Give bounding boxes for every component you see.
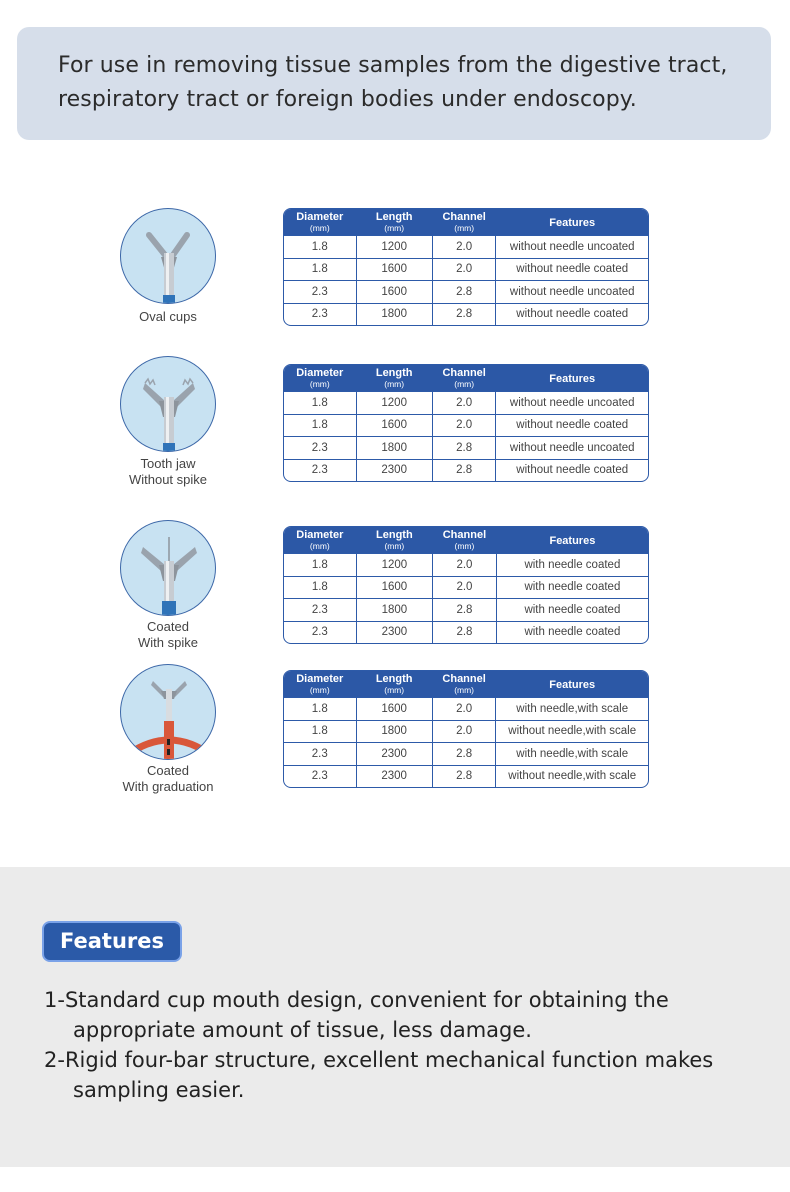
header-channel: Channel (mm): [432, 209, 496, 235]
header-features: Features: [495, 209, 648, 235]
spec-table: [283, 526, 649, 644]
intro-text: For use in removing tissue samples from the digestive tract, respiratory tract or foreign bodies under endoscopy.: [58, 53, 728, 112]
cell-features: with needle,with scale: [495, 697, 648, 720]
cell-channel: 2.0: [432, 391, 496, 414]
header-diameter: Diameter (mm): [284, 527, 356, 553]
tooth-jaw-forceps-image: [120, 356, 216, 452]
header-length: Length (mm): [356, 527, 432, 553]
cell-length: 2300: [356, 765, 432, 788]
cell-features: with needle coated: [496, 598, 648, 621]
product-label-line2: Without spike: [128, 472, 208, 487]
feature-item: 1-Standard cup mouth design, convenient for obtaining the appropriate amount of tissue, less damage.: [44, 988, 669, 1042]
table-row: [284, 553, 648, 576]
features-list: [44, 985, 764, 1105]
cell-diameter: 2.3: [284, 742, 356, 765]
cell-length: 1600: [356, 414, 432, 437]
cell-length: 2300: [356, 621, 432, 644]
spec-table: [283, 364, 649, 482]
cell-channel: 2.0: [432, 576, 496, 599]
header-channel: Channel (mm): [432, 527, 496, 553]
cell-diameter: 1.8: [284, 553, 356, 576]
header-features: Features: [495, 365, 648, 391]
product-label: [98, 763, 238, 795]
cell-features: with needle,with scale: [495, 742, 648, 765]
product-label-line2: With graduation: [122, 779, 214, 794]
product-label-line1: Oval cups: [139, 309, 197, 324]
cell-features: without needle,with scale: [495, 765, 648, 788]
cell-diameter: 2.3: [284, 765, 356, 788]
cell-features: without needle coated: [495, 303, 648, 326]
cell-channel: 2.8: [432, 598, 496, 621]
cell-length: 1600: [356, 697, 432, 720]
cell-features: without needle uncoated: [495, 280, 648, 303]
cell-length: 2300: [356, 742, 432, 765]
cell-channel: 2.0: [432, 258, 496, 281]
cell-diameter: 2.3: [284, 303, 356, 326]
table-row: [284, 720, 648, 743]
cell-length: 1800: [356, 598, 432, 621]
cell-features: without needle uncoated: [495, 391, 648, 414]
cell-features: with needle coated: [496, 553, 648, 576]
cell-features: with needle coated: [496, 621, 648, 644]
cell-length: 1600: [356, 258, 432, 281]
table-header-row: [284, 365, 648, 391]
cell-channel: 2.8: [432, 765, 496, 788]
cell-channel: 2.8: [432, 280, 496, 303]
cell-features: without needle coated: [495, 258, 648, 281]
features-section: [0, 867, 790, 1167]
cell-diameter: 2.3: [284, 598, 356, 621]
cell-channel: 2.8: [432, 742, 496, 765]
header-length: Length (mm): [356, 209, 432, 235]
cell-length: 1800: [356, 303, 432, 326]
header-length: Length (mm): [356, 365, 432, 391]
table-row: [284, 235, 648, 258]
cell-features: without needle uncoated: [495, 235, 648, 258]
header-diameter: Diameter (mm): [284, 209, 356, 235]
cell-channel: 2.8: [432, 436, 496, 459]
cell-length: 1800: [356, 436, 432, 459]
features-heading-badge: Features: [42, 921, 182, 962]
product-label-line1: Tooth jaw: [140, 456, 196, 471]
product-label-line1: Coated: [147, 619, 189, 634]
spec-table: [283, 670, 649, 788]
table-row: [284, 576, 648, 599]
header-channel: Channel (mm): [432, 365, 496, 391]
header-length: Length (mm): [356, 671, 432, 697]
cell-length: 1800: [356, 720, 432, 743]
table-header-row: [284, 671, 648, 697]
spiked-forceps-image: [120, 520, 216, 616]
cell-length: 1600: [356, 280, 432, 303]
table-header-row: [284, 527, 648, 553]
intro-banner: [17, 27, 771, 140]
header-features: Features: [495, 671, 648, 697]
cell-channel: 2.0: [432, 553, 496, 576]
cell-diameter: 1.8: [284, 697, 356, 720]
cell-channel: 2.0: [432, 697, 496, 720]
feature-item: 2-Rigid four-bar structure, excellent mechanical function makes sampling easier.: [44, 1048, 714, 1102]
header-channel: Channel (mm): [432, 671, 496, 697]
cell-diameter: 2.3: [284, 280, 356, 303]
cell-length: 2300: [356, 459, 432, 482]
spec-table: [283, 208, 649, 326]
cell-features: with needle coated: [496, 576, 648, 599]
cell-diameter: 2.3: [284, 621, 356, 644]
product-label: [98, 619, 238, 651]
oval-cups-forceps-image: [120, 208, 216, 304]
table-row: [284, 697, 648, 720]
cell-length: 1600: [356, 576, 432, 599]
cell-diameter: 2.3: [284, 436, 356, 459]
cell-diameter: 1.8: [284, 720, 356, 743]
cell-channel: 2.0: [432, 720, 496, 743]
graduated-forceps-image: [120, 664, 216, 760]
cell-diameter: 2.3: [284, 459, 356, 482]
table-row: [284, 765, 648, 788]
table-row: [284, 414, 648, 437]
cell-diameter: 1.8: [284, 576, 356, 599]
cell-diameter: 1.8: [284, 235, 356, 258]
table-row: [284, 258, 648, 281]
cell-features: without needle,with scale: [495, 720, 648, 743]
table-row: [284, 391, 648, 414]
cell-channel: 2.8: [432, 621, 496, 644]
header-diameter: Diameter (mm): [284, 365, 356, 391]
cell-diameter: 1.8: [284, 258, 356, 281]
cell-length: 1200: [356, 235, 432, 258]
cell-diameter: 1.8: [284, 414, 356, 437]
cell-channel: 2.8: [432, 459, 496, 482]
product-label: [98, 456, 238, 488]
table-header-row: [284, 209, 648, 235]
cell-features: without needle uncoated: [495, 436, 648, 459]
table-row: [284, 436, 648, 459]
table-row: [284, 742, 648, 765]
cell-channel: 2.0: [432, 235, 496, 258]
table-row: [284, 621, 648, 644]
product-label: [98, 309, 238, 325]
cell-length: 1200: [356, 553, 432, 576]
cell-diameter: 1.8: [284, 391, 356, 414]
header-diameter: Diameter (mm): [284, 671, 356, 697]
cell-features: without needle coated: [495, 414, 648, 437]
cell-features: without needle coated: [495, 459, 648, 482]
header-features: Features: [496, 527, 648, 553]
table-row: [284, 459, 648, 482]
product-label-line2: With spike: [138, 635, 198, 650]
cell-channel: 2.8: [432, 303, 496, 326]
table-row: [284, 280, 648, 303]
product-label-line1: Coated: [147, 763, 189, 778]
table-row: [284, 598, 648, 621]
cell-channel: 2.0: [432, 414, 496, 437]
cell-length: 1200: [356, 391, 432, 414]
table-row: [284, 303, 648, 326]
